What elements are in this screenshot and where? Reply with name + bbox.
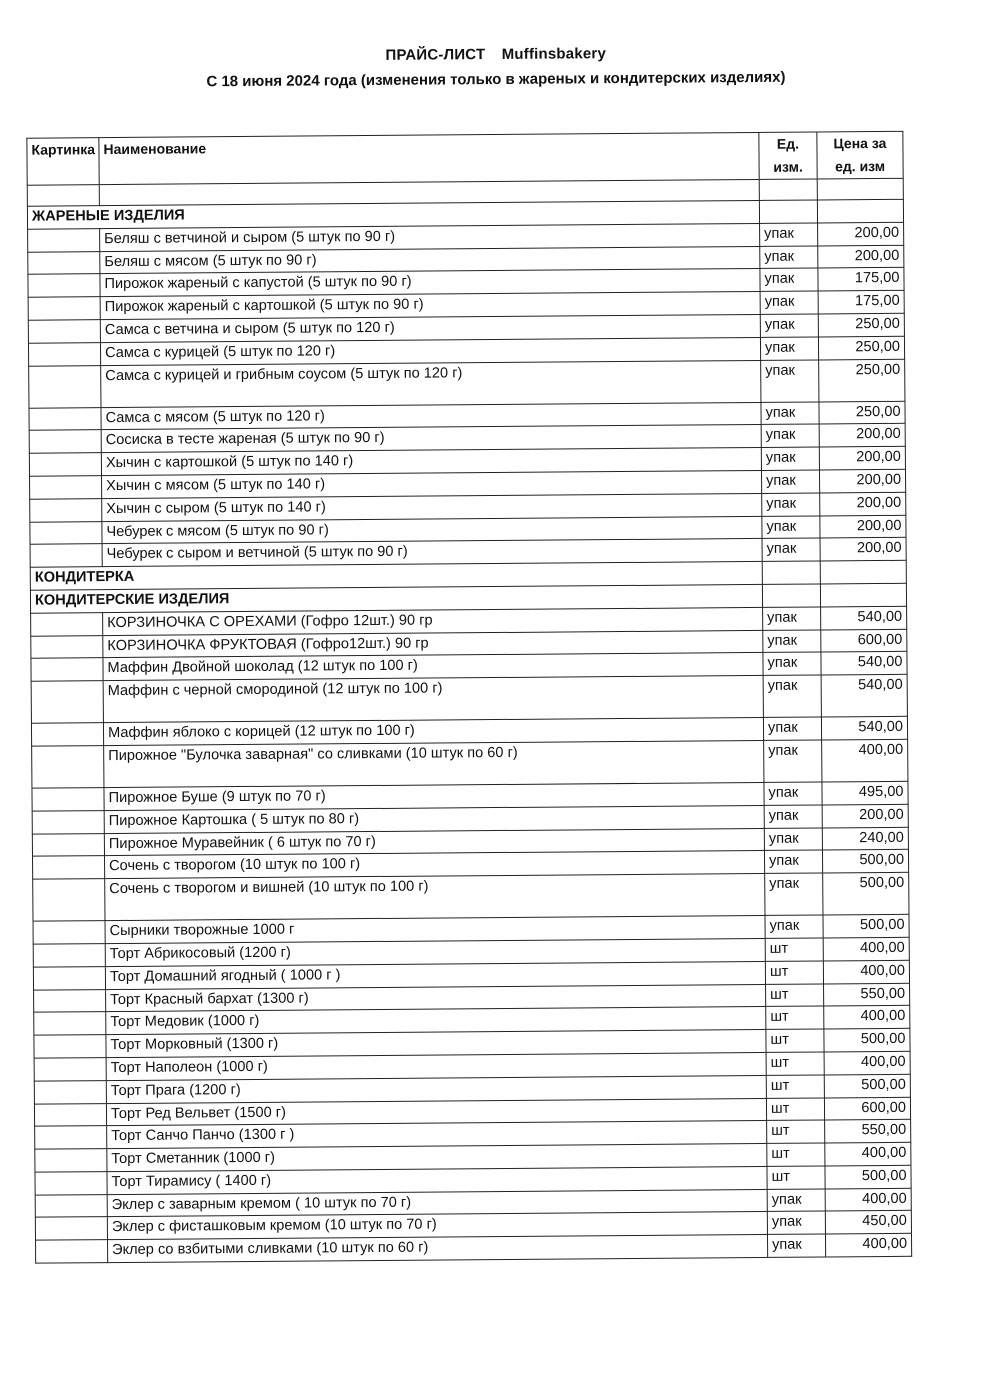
picture-cell [33,856,105,879]
product-price: 250,00 [819,401,905,424]
category-label: КОНДИТЕРСКИЕ ИЗДЕЛИЯ [30,584,762,613]
product-name: Пирожное "Булочка заварная" со сливками (10 штук по 60 г) [104,740,764,787]
column-header-price: Цена за ед. изм [817,131,903,179]
product-unit: упак [765,915,823,938]
product-unit: упак [763,607,821,630]
picture-cell [29,430,101,453]
product-unit: упак [763,652,821,675]
product-name: Самса с ветчина и сыром (5 штук по 120 г) [100,314,760,342]
title-text: ПРАЙС-ЛИСТ [385,46,486,64]
column-header-picture: Картинка [27,138,99,186]
product-name: Торт Медовик (1000 г) [106,1007,766,1035]
product-unit: упак [760,291,818,314]
document-header [0,42,996,92]
picture-cell [31,723,103,746]
product-price: 550,00 [825,1120,911,1143]
product-name: Маффин Двойной шоколад (12 штук по 100 г) [103,653,763,681]
picture-cell [35,1149,107,1172]
product-unit: упак [760,314,818,337]
product-unit: упак [761,447,819,470]
product-name: Самса с курицей и грибным соусом (5 штук по 120 г) [101,360,761,407]
category-label: ЖАРЕНЫЕ ИЗДЕЛИЯ [27,200,759,229]
product-unit: шт [765,938,823,961]
product-unit: шт [766,1097,824,1120]
product-name: Пирожное Муравейник ( 6 штук по 70 г) [104,828,764,856]
product-price: 500,00 [824,1074,910,1097]
document-subtitle: С 18 июня 2024 года (изменения только в жареных и кондитерских изделиях) [206,68,786,91]
product-name: Пирожное Картошка ( 5 штук по 80 г) [104,805,764,833]
product-unit: упак [761,360,819,402]
product-name: Торт Красный бархат (1300 г) [106,984,766,1012]
product-unit: шт [767,1143,825,1166]
product-name: Торт Тирамису ( 1400 г) [107,1166,767,1194]
product-price: 500,00 [825,1165,911,1188]
picture-cell [32,833,104,856]
product-price: 200,00 [819,446,905,469]
product-price: 400,00 [824,1051,910,1074]
picture-cell [32,810,104,833]
product-unit: упак [760,337,818,360]
product-unit: упак [760,246,818,269]
picture-cell [35,1171,107,1194]
product-price: 500,00 [823,914,909,937]
product-name: КОРЗИНОЧКА ФРУКТОВАЯ (Гофро12шт.) 90 гр [103,630,763,658]
picture-cell [34,1058,106,1081]
product-price: 400,00 [824,1006,910,1029]
product-unit: упак [762,538,820,561]
table-row [29,359,905,408]
product-name: Самса с мясом (5 штук по 120 г) [101,402,761,430]
product-unit: упак [767,1234,825,1257]
product-unit: упак [761,402,819,425]
picture-cell [30,544,102,567]
picture-cell [31,612,103,635]
column-header-unit: Ед. изм. [759,132,817,179]
product-name: Беляш с мясом (5 штук по 90 г) [100,246,760,274]
product-name: Пирожок жареный с капустой (5 штук по 90 г) [100,269,760,297]
product-unit: шт [766,1052,824,1075]
price-table [26,131,912,1264]
product-name: Самса с курицей (5 штук по 120 г) [100,337,760,365]
product-price: 200,00 [819,469,905,492]
product-price: 550,00 [824,983,910,1006]
product-name: Эклер с заварным кремом ( 10 штук по 70 г) [107,1189,767,1217]
product-price: 500,00 [824,1028,910,1051]
table-row [33,872,909,921]
picture-cell [28,274,100,297]
picture-cell [28,342,100,365]
product-unit: упак [764,828,822,851]
product-unit: упак [764,740,822,782]
picture-cell [33,944,105,967]
product-unit: упак [763,675,821,717]
product-unit: упак [763,630,821,653]
product-name: Торт Абрикосовый (1200 г) [105,938,765,966]
table-header-row [27,131,903,185]
product-price: 200,00 [818,245,904,268]
product-unit: шт [767,1166,825,1189]
picture-cell [28,251,100,274]
product-unit: упак [764,850,822,873]
product-unit: упак [767,1189,825,1212]
picture-cell [28,320,100,343]
document-title [0,42,996,67]
product-price: 600,00 [821,629,907,652]
product-price: 500,00 [823,872,909,915]
product-price: 600,00 [824,1097,910,1120]
product-unit: упак [761,470,819,493]
picture-cell [29,407,101,430]
product-unit: упак [764,805,822,828]
picture-cell [32,746,104,789]
product-name: Маффин с черной смородиной (12 штук по 100 г) [103,676,763,723]
product-name: Сочень с творогом (10 штук по 100 г) [104,851,764,879]
product-name: Торт Ред Вельвет (1500 г) [106,1098,766,1126]
picture-cell [33,879,105,922]
product-price: 540,00 [821,716,907,739]
product-name: Торт Наполеон (1000 г) [106,1052,766,1080]
product-price: 200,00 [818,222,904,245]
picture-cell [31,681,103,724]
picture-cell [35,1217,107,1240]
product-price: 250,00 [818,313,904,336]
picture-cell [34,1080,106,1103]
picture-cell [32,788,104,811]
picture-cell [35,1126,107,1149]
product-name: Пирожное Буше (9 штук по 70 г) [104,782,764,810]
product-unit: упак [762,493,820,516]
product-price: 200,00 [822,804,908,827]
product-unit: упак [767,1211,825,1234]
picture-cell [33,966,105,989]
product-price: 540,00 [821,674,907,717]
picture-cell [31,635,103,658]
product-name: Чебурек с мясом (5 штук по 90 г) [102,516,762,544]
product-name: Торт Домашний ягодный ( 1000 г ) [105,961,765,989]
product-price: 400,00 [825,1142,911,1165]
picture-cell [35,1194,107,1217]
product-name: Эклер со взбитыми сливками (10 штук по 60 г) [108,1235,768,1263]
product-name: Беляш с ветчиной и сыром (5 штук по 90 г) [100,223,760,251]
picture-cell [33,921,105,944]
picture-cell [30,498,102,521]
product-unit: шт [766,983,824,1006]
product-price: 540,00 [821,606,907,629]
product-price: 495,00 [822,781,908,804]
picture-cell [28,228,100,251]
product-price: 500,00 [822,850,908,873]
product-name: Сосиска в тесте жареная (5 штук по 90 г) [101,425,761,453]
product-price: 540,00 [821,652,907,675]
picture-cell [30,521,102,544]
product-name: Сырники творожные 1000 г [105,916,765,944]
picture-cell [34,1103,106,1126]
product-price: 200,00 [820,538,906,561]
product-price: 400,00 [822,739,908,782]
product-unit: упак [762,516,820,539]
category-label: КОНДИТЕРКА [30,562,762,591]
product-name: КОРЗИНОЧКА С ОРЕХАМИ (Гофро 12шт.) 90 гр [103,607,763,635]
product-unit: упак [765,873,823,915]
product-price: 175,00 [818,268,904,291]
product-price: 400,00 [825,1188,911,1211]
product-unit: упак [761,424,819,447]
product-name: Торт Сметанник (1000 г) [107,1144,767,1172]
column-header-name: Наименование [99,132,759,184]
table-row [31,674,907,723]
product-price: 450,00 [825,1211,911,1234]
product-name: Чебурек с сыром и ветчиной (5 штук по 90 г) [102,539,762,567]
product-name: Пирожок жареный с картошкой (5 штук по 90 г) [100,292,760,320]
product-unit: упак [763,717,821,740]
product-name: Хычин с сыром (5 штук по 140 г) [102,493,762,521]
product-name: Торт Санчо Панчо (1300 г ) [107,1121,767,1149]
product-price: 400,00 [823,937,909,960]
picture-cell [34,1012,106,1035]
product-price: 175,00 [818,291,904,314]
picture-cell [29,365,101,408]
picture-cell [28,297,100,320]
product-name: Эклер с фисташковым кремом (10 штук по 70 г) [107,1212,767,1240]
picture-cell [30,476,102,499]
product-name: Торт Морковный (1300 г) [106,1030,766,1058]
product-price: 400,00 [825,1234,911,1257]
brand-name: Muffinsbakery [501,45,607,63]
product-name: Хычин с мясом (5 штук по 140 г) [102,470,762,498]
product-price: 250,00 [819,359,905,402]
product-price: 240,00 [822,827,908,850]
product-unit: упак [760,268,818,291]
product-unit: упак [764,782,822,805]
product-unit: шт [766,1075,824,1098]
table-row [32,739,908,788]
product-unit: упак [760,223,818,246]
picture-cell [31,658,103,681]
picture-cell [36,1240,108,1263]
product-name: Сочень с творогом и вишней (10 штук по 100 г) [105,874,765,921]
picture-cell [34,1035,106,1058]
picture-cell [29,453,101,476]
product-name: Маффин яблоко с корицей (12 штук по 100 г) [103,718,763,746]
product-unit: шт [766,1029,824,1052]
product-price: 400,00 [823,960,909,983]
product-name: Торт Прага (1200 г) [106,1075,766,1103]
product-name: Хычин с картошкой (5 штук по 140 г) [101,448,761,476]
product-unit: шт [765,961,823,984]
product-unit: шт [766,1006,824,1029]
product-price: 200,00 [820,492,906,515]
product-price: 200,00 [820,515,906,538]
product-unit: шт [767,1120,825,1143]
picture-cell [34,989,106,1012]
product-price: 200,00 [819,424,905,447]
product-price: 250,00 [818,336,904,359]
